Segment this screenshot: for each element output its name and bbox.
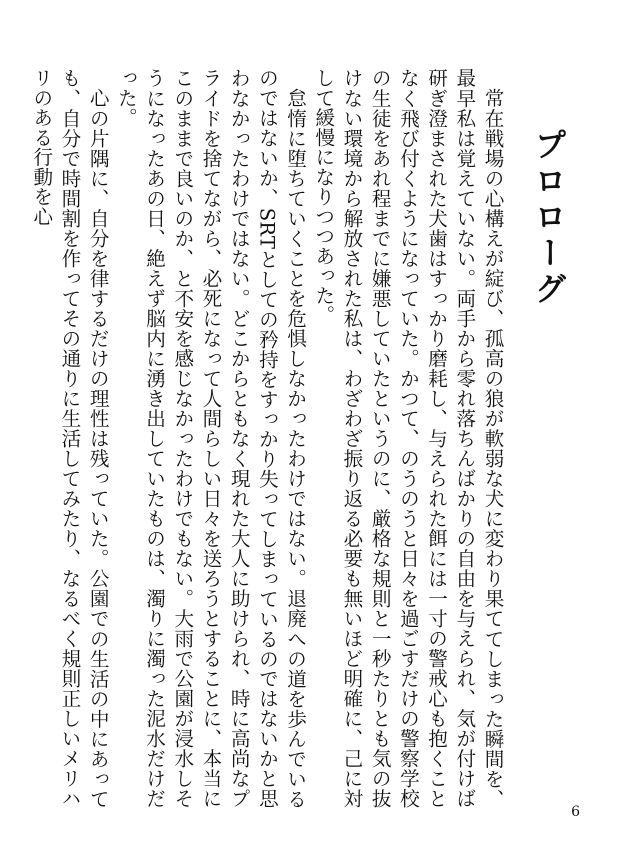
paragraph-3: 心の片隅に、自分を律するだけの理性は残っていた。公園での生活の中にあっても、自分で時間割を作ってその通りに生活してみたり、なるべく規則正しいメリハリのある行動を心 (29, 68, 110, 808)
paragraph-2: 怠惰に堕ちていくことを危惧しなかったわけではない。退廃への道を歩んでいるのではないか、SRTとしての矜持をすっかり失ってしまっているのではないかと思わなかったわけではない。どこからともなく現れた大人に助けられ、時に高尚なプライドを捨てながら、必死になって人間らしい日々を送ろうとすることに、本当にこのままで良いのか、と不安を感じなかったわけでもない。大雨で公園が浸水しそうになったあの日、絶えず脳内に湧き出していたものは、濁りに濁った泥水だけだった。 (114, 68, 307, 808)
chapter-title: プロローグ (529, 128, 568, 308)
body-text (27, 68, 506, 808)
paragraph-1: 常在戦場の心構えが綻び、孤高の狼が軟弱な犬に変わり果ててしまった瞬間を、最早私は覚えていない。両手から零れ落ちんばかりの自由を与えられ、気が付けば研ぎ澄まされた犬歯はすっかり磨耗し、与えられた餌には一寸の警戒心も抱くことなく飛び付くようになっていた。かつて、のうのうと日々を過ごすだけの警察学校の生徒をあれ程までに嫌悪していたというのに、厳格な規則と一秒たりとも気の抜けない環境から解放された私は、わざわざ振り返る必要も無いほど明確に、己に対して緩慢になりつつあった。 (311, 68, 504, 808)
page-number: 6 (571, 804, 580, 820)
